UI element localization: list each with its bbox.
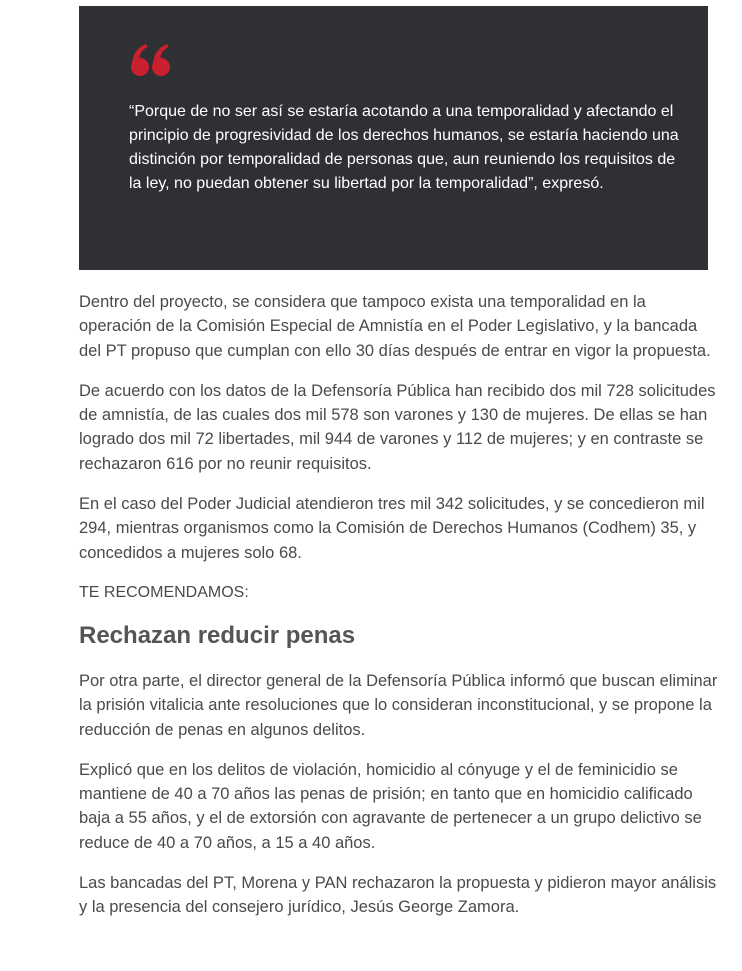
- article-body: [79, 290, 719, 936]
- paragraph: Dentro del proyecto, se considera que tampoco exista una temporalidad en la operación de la Comisión Especial de Amnistía en el Poder Legislativo, y la bancada del PT propuso que cumplan con ello 30 días después de entrar en vigor la propuesta.: [79, 293, 711, 360]
- quote-icon: [129, 42, 173, 78]
- quote-text: “Porque de no ser así se estaría acotando a una temporalidad y afectando el principio de progresividad de los derechos humanos, se estaría haciendo una distinción por temporalidad de personas que, aun reuniendo los requisitos de la ley, no puedan obtener su libertad por la temporalidad”, expresó.: [129, 103, 679, 192]
- blockquote: [79, 6, 708, 270]
- paragraph: Explicó que en los delitos de violación, homicidio al cónyuge y el de feminicidio se mantiene de 40 a 70 años las penas de prisión; en tanto que en homicidio calificado baja a 55 años, y el de extorsión con agravante de pertenecer a un grupo delictivo se reduce de 40 a 70 años, a 15 a 40 años.: [79, 760, 702, 852]
- paragraph: En el caso del Poder Judicial atendieron tres mil 342 solicitudes, y se concedieron mil 294, mientras organismos como la Comisión de Derechos Humanos (Codhem) 35, y concedidos a mujeres solo 68.: [79, 495, 705, 562]
- paragraph: Las bancadas del PT, Morena y PAN rechazaron la propuesta y pidieron mayor análisis y la presencia del consejero jurídico, Jesús George Zamora.: [79, 874, 717, 917]
- paragraph: Por otra parte, el director general de la Defensoría Pública informó que buscan eliminar la prisión vitalicia ante resoluciones que lo consideran inconstitucional, y se propone la reducción de penas en algunos delitos.: [79, 671, 718, 739]
- paragraph: De acuerdo con los datos de la Defensoría Pública han recibido dos mil 728 solicitudes de amnistía, de las cuales dos mil 578 son varones y 130 de mujeres. De ellas se han logrado dos mil 72 libertades, mil 944 de varones y 112 de mujeres; y en contraste se rechazaron 616 por no reunir requisitos.: [79, 381, 716, 473]
- recommend-label: TE RECOMENDAMOS:: [79, 583, 249, 601]
- section-title: Rechazan reducir penas: [79, 621, 356, 649]
